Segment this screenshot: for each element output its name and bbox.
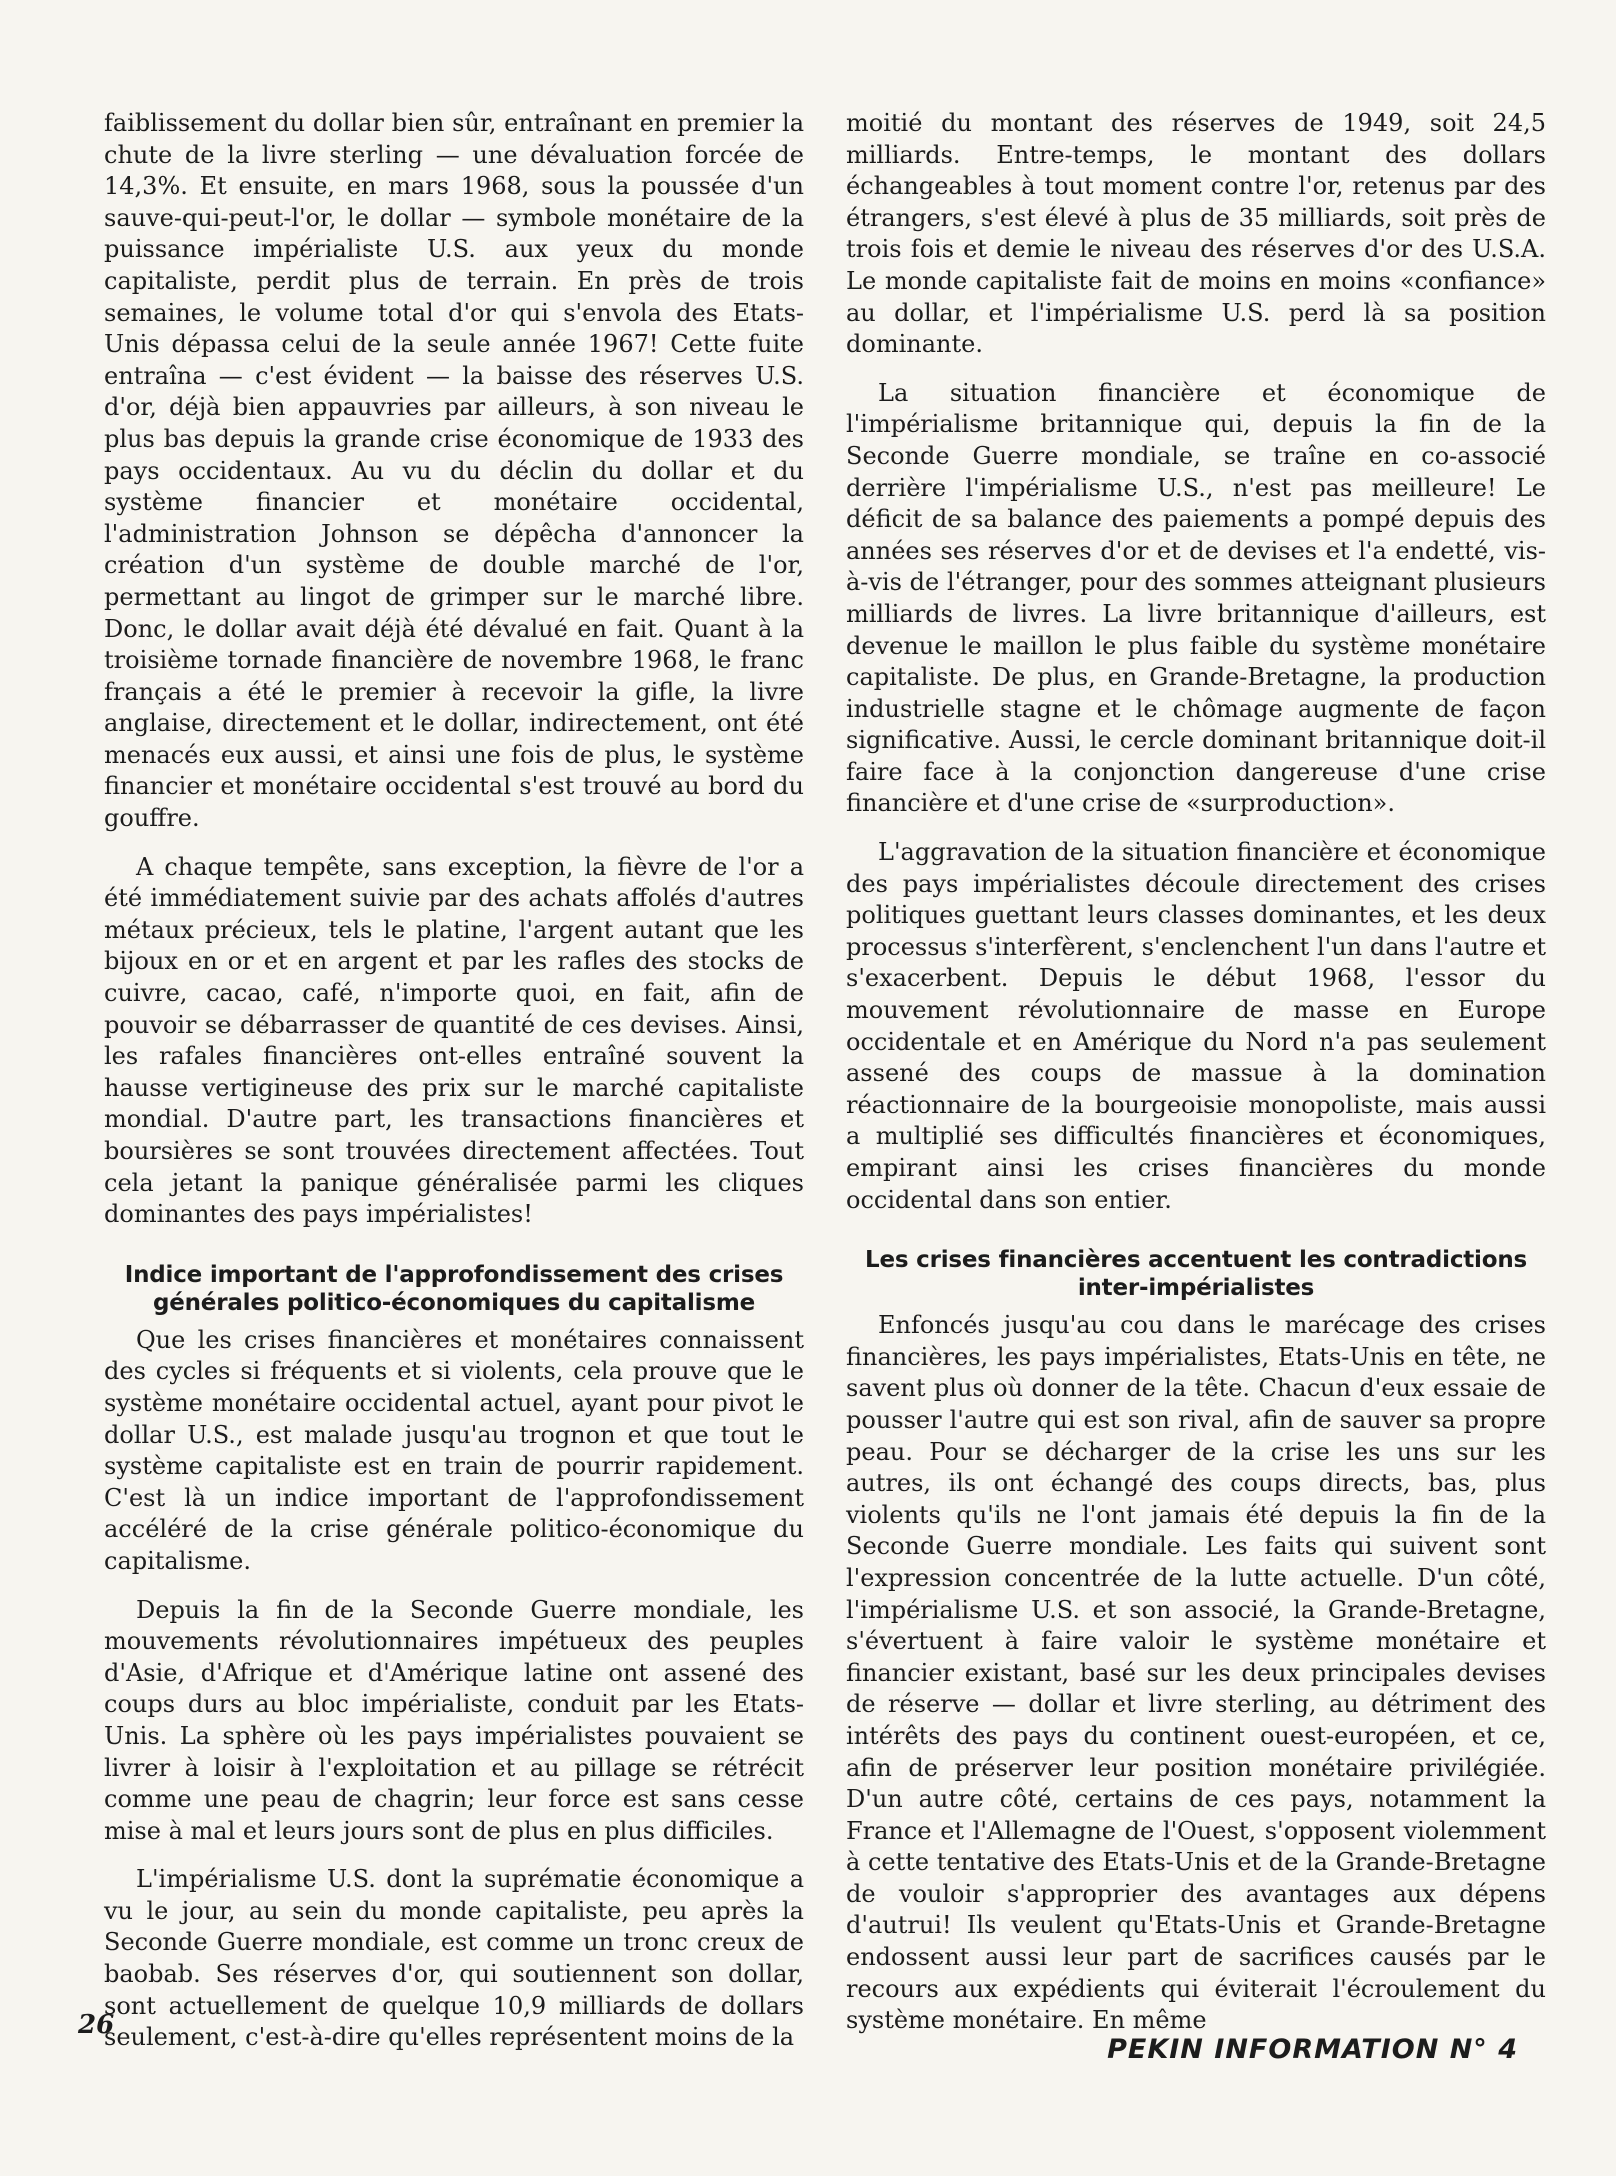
section-heading-indice: Indice important de l'approfondissement des crises générales politico-économiques du capitalisme [124, 1261, 784, 1316]
page-number: 26 [78, 2010, 115, 2040]
left-paragraph-1: faiblissement du dollar bien sûr, entraînant en premier la chute de la livre sterling — une dévaluation forcée de 14,3%. Et ensuite, en mars 1968, sous la poussée d'un sauve-qui-peut-l'or, le dollar — symbole monétaire de la puissance impérialiste U.S. aux yeux du monde capitaliste, perdit plus de terrain. En près de trois semaines, le volume total d'or qui s'envola des Etats-Unis dépassa celui de la seule année 1967! Cette fuite entraîna — c'est évident — la baisse des réserves U.S. d'or, déjà bien appauvries par ailleurs, à son niveau le plus bas depuis la grande crise économique de 1933 des pays occidentaux. Au vu du déclin du dollar et du système financier et monétaire occidental, l'administration Johnson se dépêcha d'annoncer la création d'un système de double marché de l'or, permettant au lingot de grimper sur le marché libre. Donc, le dollar avait déjà été dévalué en fait. Quant à la troisième tornade financière de novembre 1968, le franc français a été le premier à recevoir la gifle, la livre anglaise, directement et le dollar, indirectement, ont été menacés eux aussi, et ainsi une fois de plus, le système financier et monétaire occidental s'est trouvé au bord du gouffre. [104, 109, 804, 833]
left-paragraph-4: Depuis la fin de la Seconde Guerre mondiale, les mouvements révolutionnaires impétueux des peuples d'Asie, d'Afrique et d'Amérique latine ont assené des coups durs au bloc impérialiste, conduit par les Etats-Unis. La sphère où les pays impérialistes pouvaient se livrer à loisir à l'exploitation et au pillage se rétrécit comme une peau de chagrin; leur force est sans cesse mise à mal et leurs jours sont de plus en plus difficiles. [104, 1595, 804, 1845]
right-paragraph-1: moitié du montant des réserves de 1949, soit 24,5 milliards. Entre-temps, le montant des dollars échangeables à tout moment contre l'or, retenus par des étrangers, s'est élevé à plus de 35 milliards, soit près de trois fois et demie le niveau des réserves d'or des U.S.A. Le monde capitaliste fait de moins en moins «confiance» au dollar, et l'impérialisme U.S. perd là sa position dominante. [846, 109, 1546, 359]
right-paragraph-3: L'aggravation de la situation financière et économique des pays impérialistes découle directement des crises politiques guettant leurs classes dominantes, et les deux processus s'interfèrent, s'enclenchent l'un dans l'autre et s'exacerbent. Depuis le début 1968, l'essor du mouvement révolutionnaire de masse en Europe occidentale et en Amérique du Nord n'a pas seulement assené des coups de massue à la domination réactionnaire de la bourgeoisie monopoliste, mais aussi a multiplié ses difficultés financières et économiques, empirant ainsi les crises financières du monde occidental dans son entier. [846, 838, 1546, 1214]
left-paragraph-5: L'impérialisme U.S. dont la suprématie économique a vu le jour, au sein du monde capitaliste, peu après la Seconde Guerre mondiale, est comme un tronc creux de baobab. Ses réserves d'or, qui soutiennent son dollar, sont actuellement de quelque 10,9 milliards de dollars seulement, c'est-à-dire qu'elles représentent moins de la [104, 1865, 804, 2052]
left-column [104, 108, 804, 2071]
right-paragraph-2: La situation financière et économique de l'impérialisme britannique qui, depuis la fin de la Seconde Guerre mondiale, se traîne en co-associé derrière l'impérialisme U.S., n'est pas meilleure! Le déficit de sa balance des paiements a pompé depuis des années ses réserves d'or et de devises et l'a endetté, vis-à-vis de l'étranger, pour des sommes atteignant plusieurs milliards de livres. La livre britannique d'ailleurs, est devenue le maillon le plus faible du système monétaire capitaliste. De plus, en Grande-Bretagne, la production industrielle stagne et le chômage augmente de façon significative. Aussi, le cercle dominant britannique doit-il faire face à la conjonction dangereuse d'une crise financière et d'une crise de «surproduction». [846, 378, 1546, 818]
left-paragraph-3: Que les crises financières et monétaires connaissent des cycles si fréquents et si violents, cela prouve que le système monétaire occidental actuel, ayant pour pivot le dollar U.S., est malade jusqu'au trognon et que tout le système capitaliste est en train de pourrir rapidement. C'est là un indice important de l'approfondissement accéléré de la crise générale politico-économique du capitalisme. [104, 1325, 804, 1575]
section-heading-crises: Les crises financières accentuent les contradictions inter-impérialistes [865, 1247, 1527, 1302]
right-paragraph-4: Enfoncés jusqu'au cou dans le marécage des crises financières, les pays impérialistes, Etats-Unis en tête, ne savent plus où donner de la tête. Chacun d'eux essaie de pousser l'autre qui est son rival, afin de sauver sa propre peau. Pour se décharger de la crise les uns sur les autres, ils ont échangé des coups directs, bas, plus violents qu'ils ne l'ont jamais été depuis la fin de la Seconde Guerre mondiale. Les faits qui suivent sont l'expression concentrée de la lutte actuelle. D'un côté, l'impérialisme U.S. et son associé, la Grande-Bretagne, s'évertuent à faire valoir le système monétaire et financier existant, basé sur les deux principales devises de réserve — dollar et livre sterling, au détriment des intérêts des pays du continent ouest-européen, et ce, afin de préserver leur position monétaire privilégiée. D'un autre côté, certains de ces pays, notamment la France et l'Allemagne de l'Ouest, s'opposent violemment à cette tentative des Etats-Unis et de la Grande-Bretagne de vouloir s'approprier des avantages aux dépens d'autrui! Ils veulent qu'Etats-Unis et Grande-Bretagne endossent aussi leur part de sacrifices causés par le recours aux expédients qui éviterait l'écroulement du système monétaire. En même [846, 1311, 1546, 2035]
publication-title: PEKIN INFORMATION N° 4 [1107, 2034, 1518, 2065]
left-paragraph-2: A chaque tempête, sans exception, la fièvre de l'or a été immédiatement suivie par des achats affolés d'autres métaux précieux, tels le platine, l'argent autant que les bijoux en or et en argent et par les rafles des stocks de cuivre, cacao, café, n'importe quoi, en fait, afin de pouvoir se débarrasser de quantité de ces devises. Ainsi, les rafales financières ont-elles entraîné souvent la hausse vertigineuse des prix sur le marché capitaliste mondial. D'autre part, les transactions financières et boursières se sont trouvées directement affectées. Tout cela jetant la panique généralisée parmi les cliques dominantes des pays impérialistes! [104, 852, 804, 1229]
right-column [846, 108, 1546, 2054]
